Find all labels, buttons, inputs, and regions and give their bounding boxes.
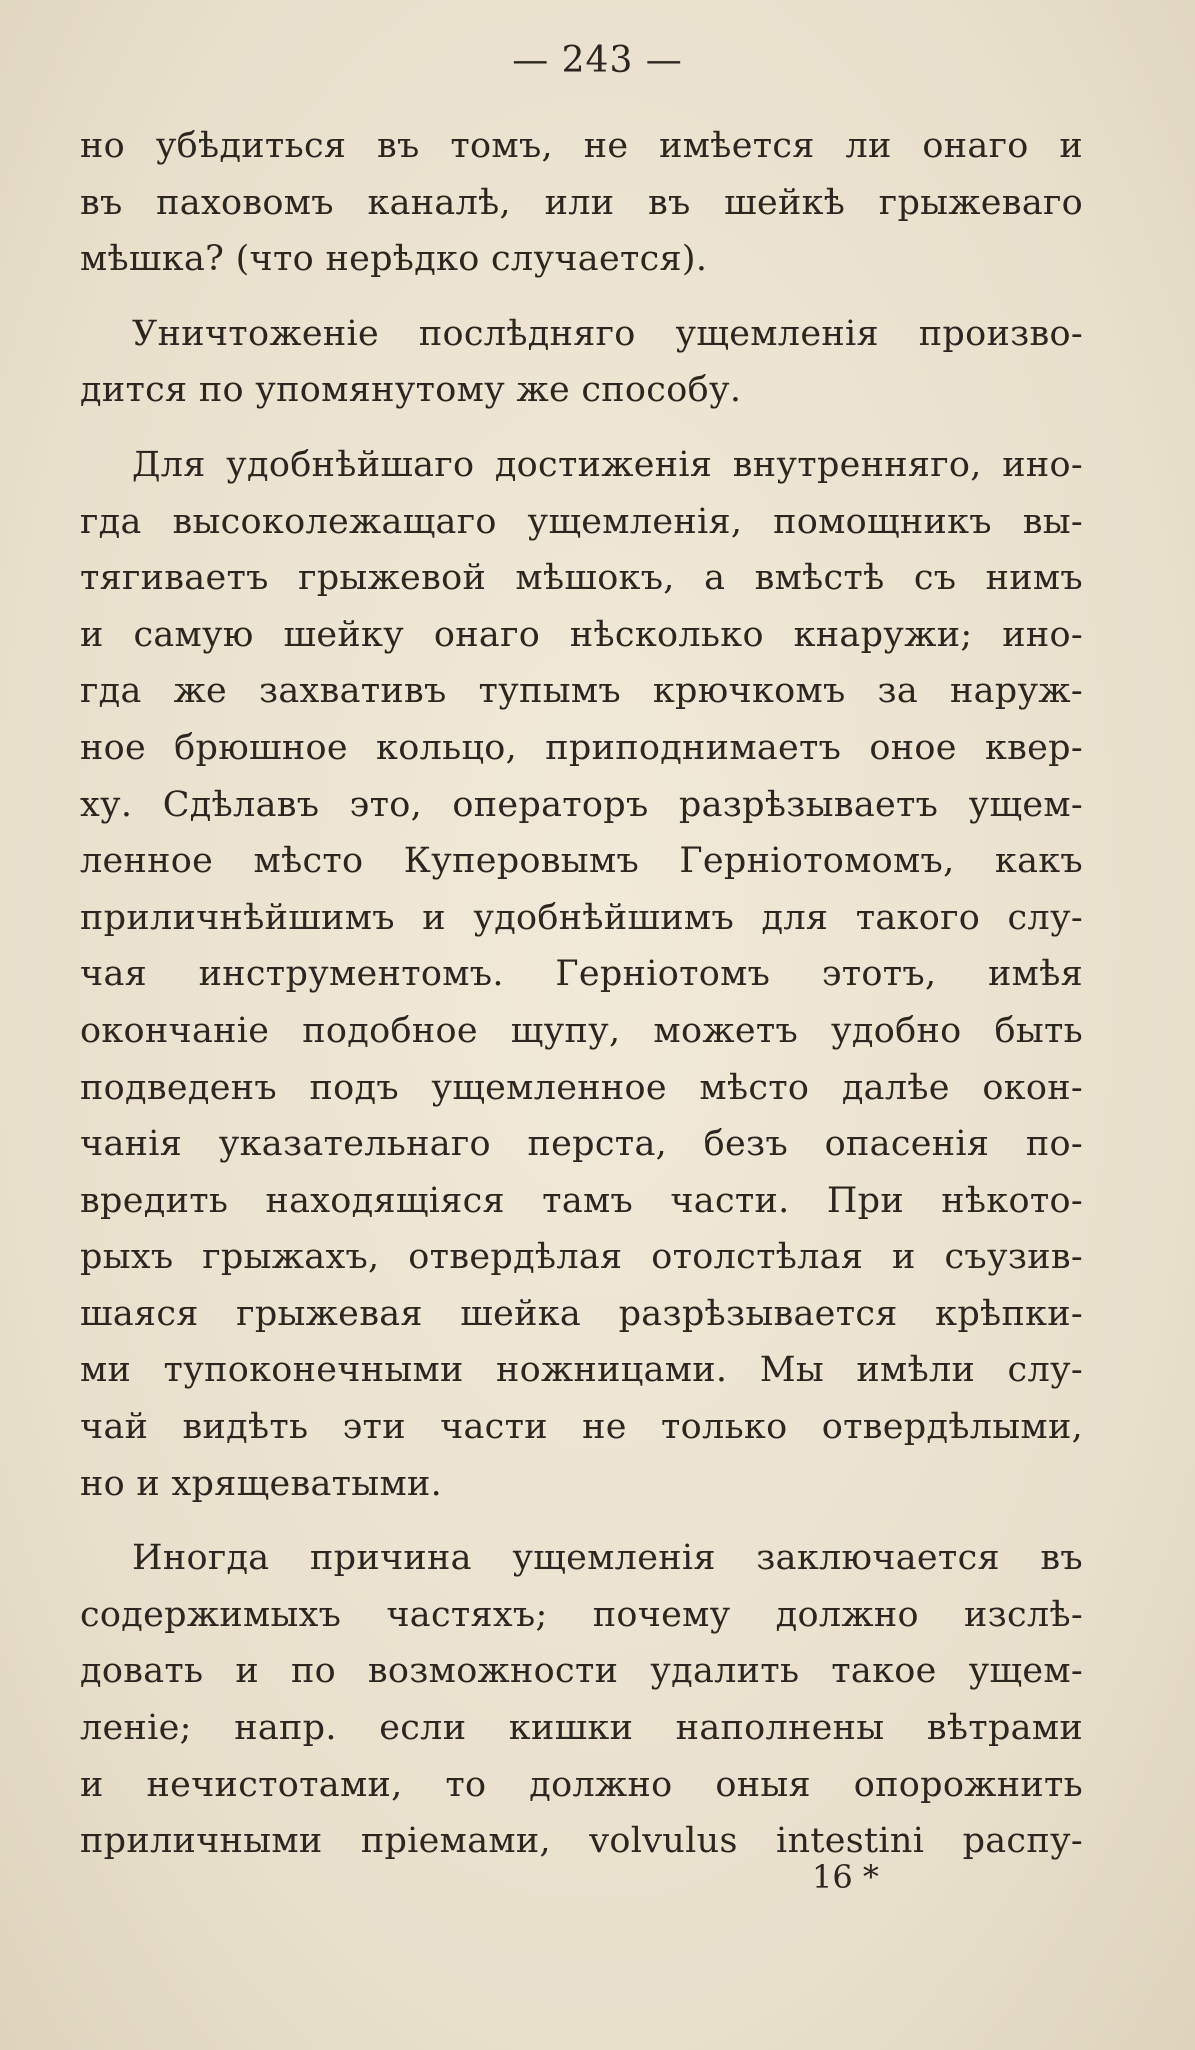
text-line: содержимыхъ частяхъ; почему должно изслѣ- — [80, 1594, 1083, 1635]
text-line: ми тупоконечными ножницами. Мы имѣли слу- — [80, 1350, 1083, 1391]
paragraph-4 — [80, 1530, 1083, 1870]
text-line: окончаніе подобное щупу, можетъ удобно быть — [80, 1010, 1083, 1051]
text-line: довать и по возможности удалить такое ущем- — [80, 1651, 1083, 1692]
text-line: въ паховомъ каналѣ, или въ шейкѣ грыжеваго — [80, 182, 1083, 223]
paragraph-3 — [80, 437, 1083, 1512]
text-line: ленное мѣсто Куперовымъ Герніотомомъ, какъ — [80, 841, 1083, 882]
text-line: дится по упомянутому же способу. — [80, 370, 742, 411]
text-line: подведенъ подъ ущемленное мѣсто далѣе окон- — [80, 1067, 1083, 1108]
text-line: леніе; напр. если кишки наполнены вѣтрами — [80, 1708, 1083, 1749]
text-line: Иногда причина ущемленія заключается въ — [132, 1538, 1083, 1579]
body-text — [80, 118, 1083, 1888]
paragraph-1 — [80, 118, 1083, 288]
text-line: но и хрящеватыми. — [80, 1463, 443, 1504]
text-line: рыхъ грыжахъ, отвердѣлая отолстѣлая и съузив- — [80, 1237, 1083, 1278]
text-line: Для удобнѣйшаго достиженія внутренняго, ино- — [132, 444, 1083, 485]
text-line: приличнѣйшимъ и удобнѣйшимъ для такого слу- — [80, 897, 1083, 938]
text-line: чанія указательнаго перста, безъ опасенія по- — [80, 1124, 1083, 1165]
page-number-header: — 243 — — [512, 40, 683, 81]
text-line: гда высоколежащаго ущемленія, помощникъ вы- — [80, 501, 1083, 542]
text-line: приличными пріемами, volvulus intestini распу- — [80, 1821, 1083, 1862]
text-line: Уничтоженіе послѣдняго ущемленія произво- — [132, 313, 1083, 354]
text-line: шаяся грыжевая шейка разрѣзывается крѣпки- — [80, 1293, 1083, 1334]
text-line: ное брюшное кольцо, приподнимаетъ оное квер- — [80, 727, 1083, 768]
text-line: чай видѣть эти части не только отвердѣлыми, — [80, 1407, 1083, 1448]
text-line: но убѣдиться въ томъ, не имѣется ли онаго и — [80, 126, 1083, 166]
text-line: и нечистотами, то должно оныя опорожнить — [80, 1764, 1083, 1805]
text-line: чая инструментомъ. Герніотомъ этотъ, имѣя — [80, 954, 1083, 995]
signature-mark: 16 * — [812, 1858, 879, 1896]
text-line: гда же захвативъ тупымъ крючкомъ за наруж- — [80, 671, 1083, 712]
paragraph-2 — [80, 306, 1083, 419]
text-line: ху. Сдѣлавъ это, операторъ разрѣзываетъ ущем- — [80, 784, 1083, 825]
text-line: тягиваетъ грыжевой мѣшокъ, а вмѣстѣ съ нимъ — [80, 558, 1083, 599]
text-line: вредить находящіяся тамъ части. При нѣкото- — [80, 1180, 1083, 1221]
text-line: и самую шейку онаго нѣсколько кнаружи; ино- — [80, 614, 1083, 655]
text-line: мѣшка? (что нерѣдко случается). — [80, 239, 708, 280]
